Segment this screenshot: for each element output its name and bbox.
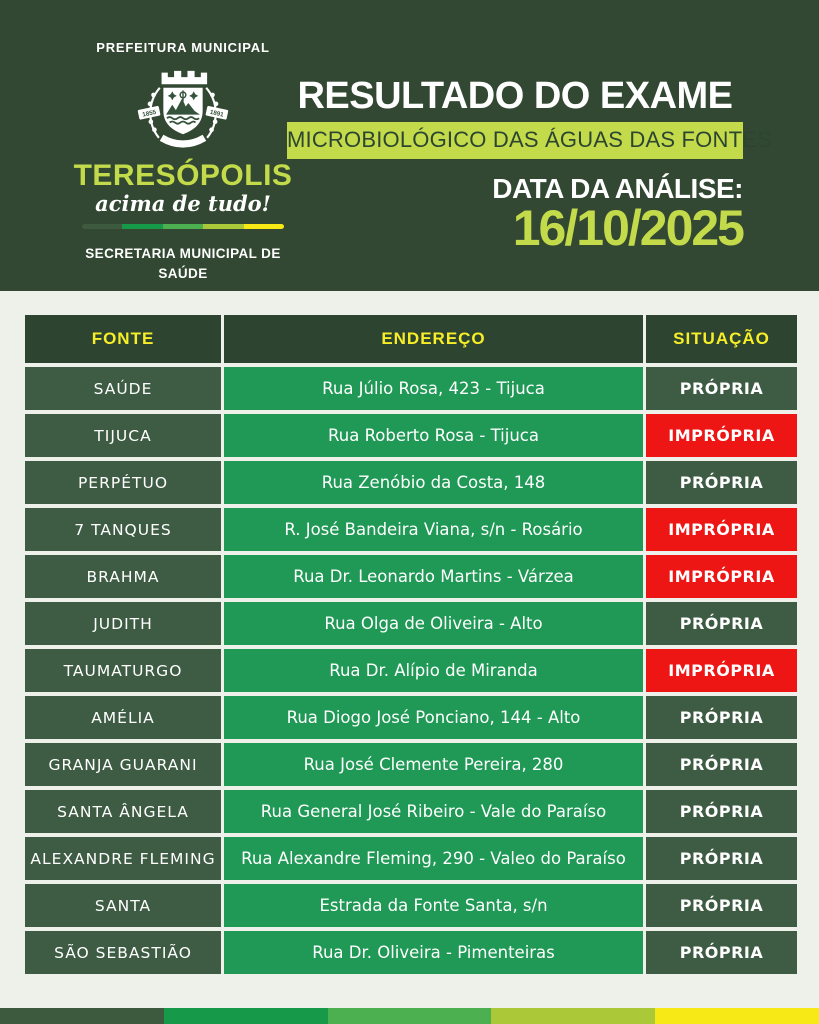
city-slogan: acima de tudo!	[95, 191, 271, 216]
footer-stripe-segment	[0, 1008, 164, 1024]
fonte-cell: ALEXANDRE FLEMING	[25, 837, 221, 880]
endereco-cell: Rua General José Ribeiro - Vale do Paraíso	[224, 790, 643, 833]
subtitle-banner: MICROBIOLÓGICO DAS ÁGUAS DAS FONTES	[287, 122, 743, 159]
headline-block	[287, 75, 772, 256]
brand-stripe-segment	[163, 224, 203, 229]
brand-stripe-segment	[244, 224, 284, 229]
brand-stripe-segment	[203, 224, 243, 229]
footer-stripe-segment	[491, 1008, 655, 1024]
situacao-badge: PRÓPRIA	[646, 743, 797, 786]
footer-stripe-segment	[655, 1008, 819, 1024]
situacao-badge: PRÓPRIA	[646, 367, 797, 410]
analysis-date-label: DATA DA ANÁLISE:	[492, 173, 743, 204]
endereco-cell: Rua Alexandre Fleming, 290 - Valeo do Paraíso	[224, 837, 643, 880]
brand-stripe-segment	[82, 224, 122, 229]
endereco-cell: Rua Dr. Leonardo Martins - Várzea	[224, 555, 643, 598]
column-header-fonte: FONTE	[25, 315, 221, 363]
fonte-cell: SÃO SEBASTIÃO	[25, 931, 221, 974]
fonte-cell: SAÚDE	[25, 367, 221, 410]
fonte-cell: GRANJA GUARANI	[25, 743, 221, 786]
crest-year-left: 1855	[141, 108, 157, 119]
fonte-cell: 7 TANQUES	[25, 508, 221, 551]
endereco-cell: Rua José Clemente Pereira, 280	[224, 743, 643, 786]
secretaria-label: SECRETARIA MUNICIPAL DE SAÚDE	[85, 246, 281, 281]
teresopolis-coat-of-arms-icon	[128, 61, 238, 161]
crest-year-right: 1891	[209, 108, 225, 119]
fonte-cell: AMÉLIA	[25, 696, 221, 739]
page-title: RESULTADO DO EXAME	[297, 75, 733, 117]
column-header-endereco: ENDEREÇO	[224, 315, 643, 363]
endereco-cell: Rua Roberto Rosa - Tijuca	[224, 414, 643, 457]
column-header-situacao: SITUAÇÃO	[646, 315, 797, 363]
brand-block	[58, 40, 308, 283]
situacao-badge: PRÓPRIA	[646, 837, 797, 880]
fonte-cell: JUDITH	[25, 602, 221, 645]
situacao-badge: IMPRÓPRIA	[646, 508, 797, 551]
situacao-badge: PRÓPRIA	[646, 461, 797, 504]
situacao-badge: IMPRÓPRIA	[646, 649, 797, 692]
prefeitura-label: PREFEITURA MUNICIPAL	[96, 40, 270, 55]
situacao-badge: PRÓPRIA	[646, 884, 797, 927]
situacao-badge: PRÓPRIA	[646, 696, 797, 739]
fonte-cell: TIJUCA	[25, 414, 221, 457]
situacao-badge: IMPRÓPRIA	[646, 414, 797, 457]
footer-stripe-segment	[328, 1008, 492, 1024]
endereco-cell: Rua Dr. Oliveira - Pimenteiras	[224, 931, 643, 974]
fonte-cell: TAUMATURGO	[25, 649, 221, 692]
footer-stripe-segment	[164, 1008, 328, 1024]
situacao-badge: PRÓPRIA	[646, 931, 797, 974]
fonte-cell: SANTA	[25, 884, 221, 927]
results-table	[25, 315, 795, 974]
endereco-cell: Rua Dr. Alípio de Miranda	[224, 649, 643, 692]
footer-color-stripe	[0, 1008, 819, 1024]
city-wordmark: TERESÓPOLIS	[73, 159, 293, 192]
situacao-badge: PRÓPRIA	[646, 790, 797, 833]
fonte-cell: BRAHMA	[25, 555, 221, 598]
endereco-cell: Rua Olga de Oliveira - Alto	[224, 602, 643, 645]
brand-color-stripe	[82, 224, 284, 229]
situacao-badge: PRÓPRIA	[646, 602, 797, 645]
endereco-cell: Rua Zenóbio da Costa, 148	[224, 461, 643, 504]
endereco-cell: Estrada da Fonte Santa, s/n	[224, 884, 643, 927]
header-banner	[0, 0, 819, 291]
fonte-cell: PERPÉTUO	[25, 461, 221, 504]
endereco-cell: Rua Júlio Rosa, 423 - Tijuca	[224, 367, 643, 410]
brand-stripe-segment	[122, 224, 162, 229]
situacao-badge: IMPRÓPRIA	[646, 555, 797, 598]
fonte-cell: SANTA ÂNGELA	[25, 790, 221, 833]
analysis-date-value: 16/10/2025	[512, 200, 743, 256]
endereco-cell: Rua Diogo José Ponciano, 144 - Alto	[224, 696, 643, 739]
endereco-cell: R. José Bandeira Viana, s/n - Rosário	[224, 508, 643, 551]
